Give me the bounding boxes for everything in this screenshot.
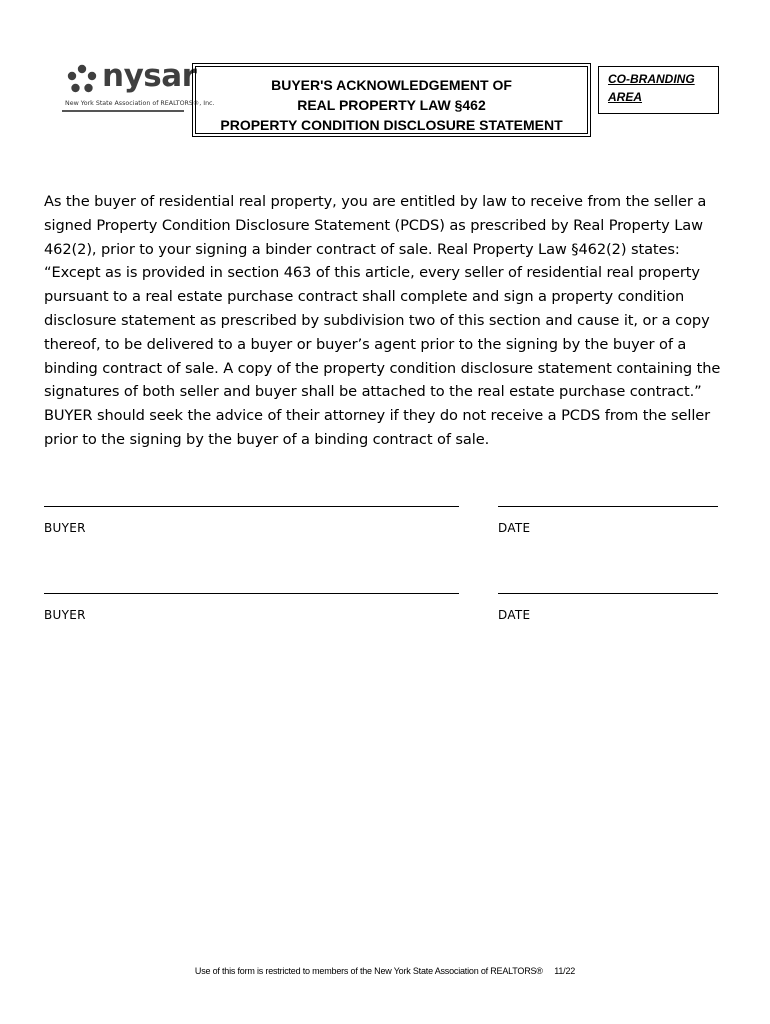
disclosure-paragraph: As the buyer of residential real property, you are entitled by law to receive from the seller a signed Property Condition Disclosure Statement (PCDS) as prescribed by Real Property Law 462(2), prior to your signing a binder contract of sale. Real Property Law §462(2) states: “Except as is provided in section 463 of this article, every seller of residential real property pursuant to a real estate purchase contract shall complete and sign a property condition disclosure statement as prescribed by subdivision two of this section and cause it, or a copy thereof, to be delivered to a buyer or buyer’s agent prior to the signing by the buyer of a binding contract of sale. A copy of the property condition disclosure statement containing the signatures of both seller and buyer shall be attached to the real estate purchase contract.” BUYER should seek the advice of their attorney if they do not receive a PCDS from the seller prior to the signing by the buyer of a binding contract of sale. — [44, 193, 721, 448]
date-1-label: DATE — [498, 521, 531, 535]
form-title-box — [195, 66, 588, 134]
date-1-line[interactable] — [498, 506, 718, 507]
footer-notice: Use of this form is restricted to members of the New York State Association of REALTORS® 11/22 — [194, 966, 576, 976]
buyer-2-label: BUYER — [44, 608, 86, 622]
date-2-label: DATE — [498, 608, 531, 622]
title-line-2: REAL PROPERTY LAW §462 — [297, 97, 486, 113]
co-branding-area — [598, 66, 719, 114]
buyer-1-label: BUYER — [44, 521, 86, 535]
buyer-1-signature-line[interactable] — [44, 506, 459, 507]
title-line-3: PROPERTY CONDITION DISCLOSURE STATEMENT — [220, 117, 563, 133]
title-line-1: BUYER'S ACKNOWLEDGEMENT OF — [271, 77, 512, 93]
co-branding-label: CO-BRANDING — [608, 72, 695, 86]
nysar-logo — [62, 58, 215, 112]
buyer-2-signature-line[interactable] — [44, 593, 459, 594]
co-branding-area-label: AREA — [608, 90, 643, 104]
logo-wordmark: nysar — [102, 58, 197, 94]
logo-underline — [62, 110, 184, 112]
date-2-line[interactable] — [498, 593, 718, 594]
logo-tagline: New York State Association of REALTORS®, Inc. — [65, 100, 215, 107]
nysar-flower-icon — [66, 64, 98, 96]
